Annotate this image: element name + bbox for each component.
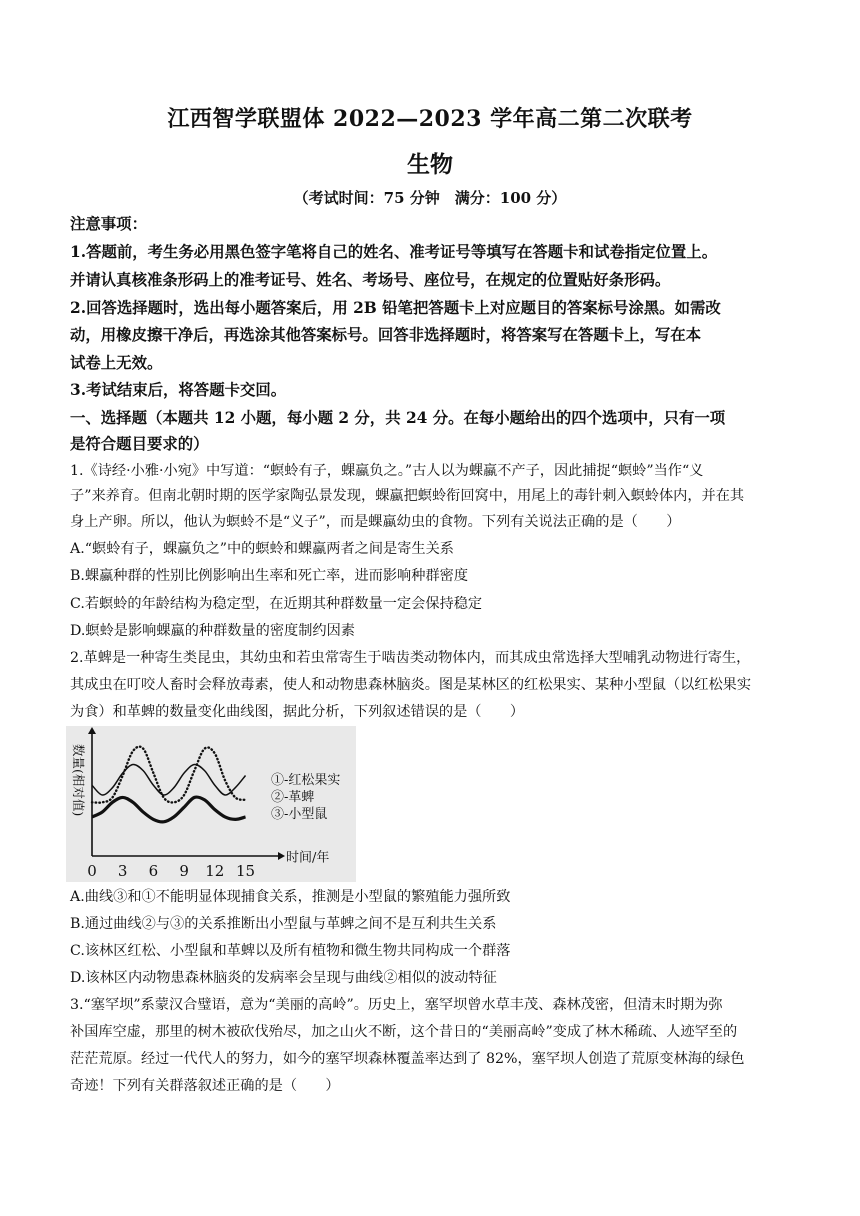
x-tick-label: 15 xyxy=(235,862,256,880)
x-tick-label: 3 xyxy=(117,862,128,880)
question-1-stem: 子”来养育。但南北朝时期的医学家陶弘景发现，蜾蠃把螟蛉衔回窝中，用尾上的毒针刺入螟蛉体内，并在其 xyxy=(70,488,745,504)
question-1-option-c: C.若螟蛉的年龄结构为稳定型，在近期其种群数量一定会保持稳定 xyxy=(70,596,483,612)
question-1-stem: 身上产卵。所以，他认为螟蛉不是“义子”，而是蜾蠃幼虫的食物。下列有关说法正确的是（ ） xyxy=(70,514,681,530)
notice-line: 试卷上无效。 xyxy=(70,354,163,372)
subject-title: 生物 xyxy=(407,151,453,178)
question-1-option-a: A.“螟蛉有子，蜾蠃负之”中的螟蛉和蜾蠃两者之间是寄生关系 xyxy=(70,541,454,557)
question-2-option-d: D.该林区内动物患森林脑炎的发病率会呈现与曲线②相似的波动特征 xyxy=(70,970,497,986)
x-tick-label: 6 xyxy=(148,862,159,880)
question-2-stem: 2.革蜱是一种寄生类昆虫，其幼虫和若虫常寄生于啮齿类动物体内，而其成虫常选择大型哺乳动物进行寄生， xyxy=(70,650,751,666)
question-3-stem: 奇迹！下列有关群落叙述正确的是（ ） xyxy=(70,1078,340,1094)
population-chart xyxy=(66,726,356,882)
legend-entry-1: ①-红松果实 xyxy=(271,773,341,788)
y-axis-label: 数量(相对值) xyxy=(71,744,86,817)
question-1-option-d: D.螟蛉是影响蜾蠃的种群数量的密度制约因素 xyxy=(70,623,355,639)
question-1-option-b: B.蜾蠃种群的性别比例影响出生率和死亡率，进而影响种群密度 xyxy=(70,568,469,584)
question-1-stem: 1.《诗经·小雅·小宛》中写道：“螟蛉有子，蜾蠃负之。”古人以为蜾蠃不产子，因此捕捉“螟蛉”当作“义 xyxy=(70,463,704,479)
legend-entry-3: ③-小型鼠 xyxy=(271,807,328,822)
x-tick-label: 12 xyxy=(205,862,225,880)
notice-heading: 注意事项： xyxy=(70,215,147,233)
legend-entry-2: ②-革蜱 xyxy=(271,790,315,805)
question-3-stem: 补国库空虚，那里的树木被砍伐殆尽，加之山火不断，这个昔日的“美丽高岭”变成了林木稀疏、人迹罕至的 xyxy=(70,1024,738,1040)
notice-line: 动，用橡皮擦干净后，再选涂其他答案标号。回答非选择题时，将答案写在答题卡上，写在本 xyxy=(70,326,702,344)
exam-info: （考试时间：75 分钟 满分：100 分） xyxy=(293,189,567,207)
exam-title: 江西智学联盟体 2022—2023 学年高二第二次联考 xyxy=(167,106,693,132)
section-heading: 是符合题目要求的） xyxy=(70,435,209,453)
notice-line: 2.回答选择题时，选出每小题答案后，用 2B 铅笔把答题卡上对应题目的答案标号涂黑。如需改 xyxy=(70,299,721,317)
question-2-stem: 其成虫在叮咬人畜时会释放毒素，使人和动物患森林脑炎。图是某林区的红松果实、某种小型鼠（以红松果实 xyxy=(70,677,752,693)
notice-line: 并请认真核准条形码上的准考证号、姓名、考场号、座位号，在规定的位置贴好条形码。 xyxy=(70,271,671,289)
x-axis-label: 时间/年 xyxy=(286,850,330,866)
notice-line: 1.答题前，考生务必用黑色签字笔将自己的姓名、准考证号等填写在答题卡和试卷指定位置上。 xyxy=(70,243,718,261)
x-tick-label: 0 xyxy=(87,862,97,880)
question-2-option-b: B.通过曲线②与③的关系推断出小型鼠与革蜱之间不是互利共生关系 xyxy=(70,916,497,932)
question-3-stem: 茫茫荒原。经过一代代人的努力，如今的塞罕坝森林覆盖率达到了 82%，塞罕坝人创造了荒原变林海的绿色 xyxy=(70,1051,745,1067)
section-heading: 一、选择题（本题共 12 小题，每小题 2 分，共 24 分。在每小题给出的四个选项中，只有一项 xyxy=(70,409,726,427)
question-2-stem: 为食）和革蜱的数量变化曲线图，据此分析，下列叙述错误的是（ ） xyxy=(70,704,525,720)
question-2-option-a: A.曲线③和①不能明显体现捕食关系，推测是小型鼠的繁殖能力强所致 xyxy=(70,889,511,905)
question-3-stem: 3.“塞罕坝”系蒙汉合璧语，意为“美丽的高岭”。历史上，塞罕坝曾水草丰茂、森林茂密，但清末时期为弥 xyxy=(70,997,723,1013)
notice-line: 3.考试结束后，将答题卡交回。 xyxy=(70,381,287,399)
x-tick-label: 9 xyxy=(179,862,189,880)
question-2-option-c: C.该林区红松、小型鼠和革蜱以及所有植物和微生物共同构成一个群落 xyxy=(70,943,511,959)
